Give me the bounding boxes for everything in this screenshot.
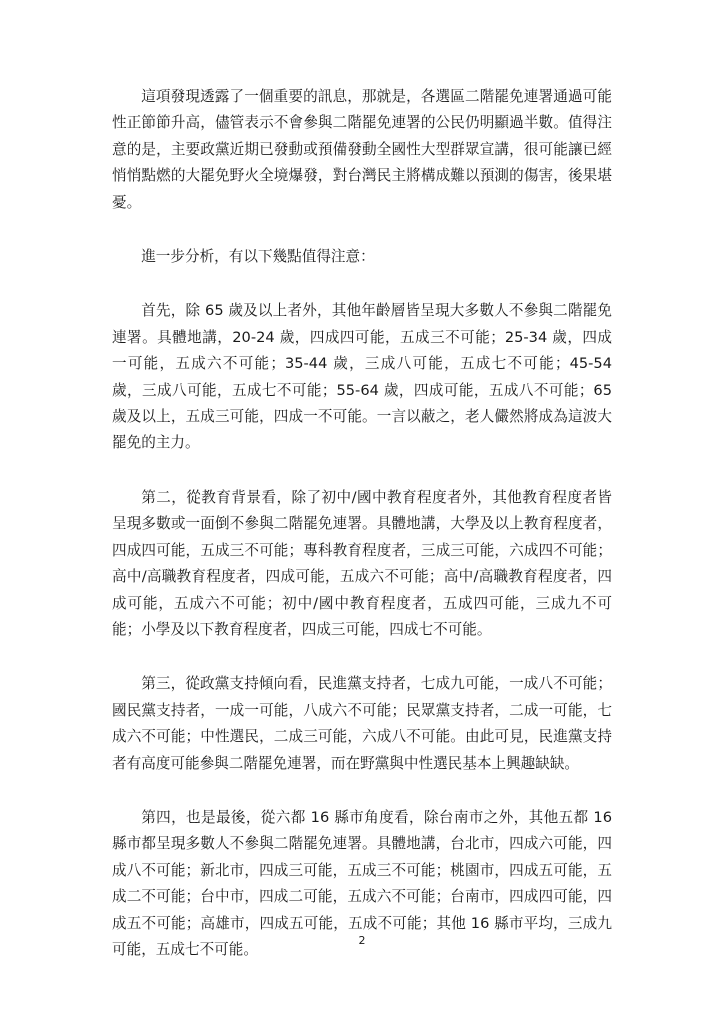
paragraph-cities: 第四，也是最後，從六都 16 縣市角度看，除台南市之外，其他五都 16 縣市都呈現多數人不參與二階罷免連署。具體地講，台北市，四成六可能，四成八不可能；新北市，四成三可能，五成三不可能；桃園市，四成五可能，五成二不可能；台中市，四成二可能，五成六不可能；台南市，四成四可能，四成五不可能；高雄市，四成五可能，五成不可能；其他 16 縣市平均，三成九可能，五成七不可能。: [112, 808, 612, 958]
paragraph-analysis-intro: 進一步分析，有以下幾點值得注意：: [141, 248, 375, 266]
page-number: 2: [358, 934, 366, 947]
paragraph-party-support: 第三，從政黨支持傾向看，民進黨支持者，七成九可能，一成八不可能；國民黨支持者，一成一可能，八成六不可能；民眾黨支持者，二成一可能，七成六不可能；中性選民，二成三可能，六成八不可能。由此可見，民進黨支持者有高度可能參與二階罷免連署，而在野黨與中性選民基本上興趣缺缺。: [112, 675, 612, 772]
paragraph-key-finding: 這項發現透露了一個重要的訊息，那就是，各選區二階罷免連署通過可能性正節節升高，儘管表示不會參與二階罷免連署的公民仍明顯過半數。值得注意的是，主要政黨近期已發動或預備發動全國性大型群眾宣講，很可能讓已經悄悄點燃的大罷免野火全境爆發，對台灣民主將構成難以預測的傷害，後果堪憂。: [112, 88, 612, 211]
paragraph-education: 第二，從教育背景看，除了初中/國中教育程度者外，其他教育程度者皆呈現多數或一面倒不參與二階罷免連署。具體地講，大學及以上教育程度者，四成四可能，五成三不可能；專科教育程度者，三成三可能，六成四不可能；高中/高職教育程度者，四成可能，五成六不可能；高中/高職教育程度者，四成可能，五成六不可能；初中/國中教育程度者，五成四可能，三成九不可能；小學及以下教育程度者，四成三可能，四成七不可能。: [112, 488, 612, 638]
paragraph-age-groups: 首先，除 65 歲及以上者外，其他年齡層皆呈現大多數人不參與二階罷免連署。具體地講，20-24 歲，四成四可能，五成三不可能；25-34 歲，四成一可能，五成六不可能；35-44 歲，三成八可能，五成七不可能；45-54 歲，三成八可能，五成七不可能；55-64 歲，四成可能，五成八不可能；65 歲及以上，五成三可能，四成一不可能。一言以蔽之，老人儼然將成為這波大罷免的主力。: [112, 302, 612, 452]
document-body: [112, 84, 612, 991]
